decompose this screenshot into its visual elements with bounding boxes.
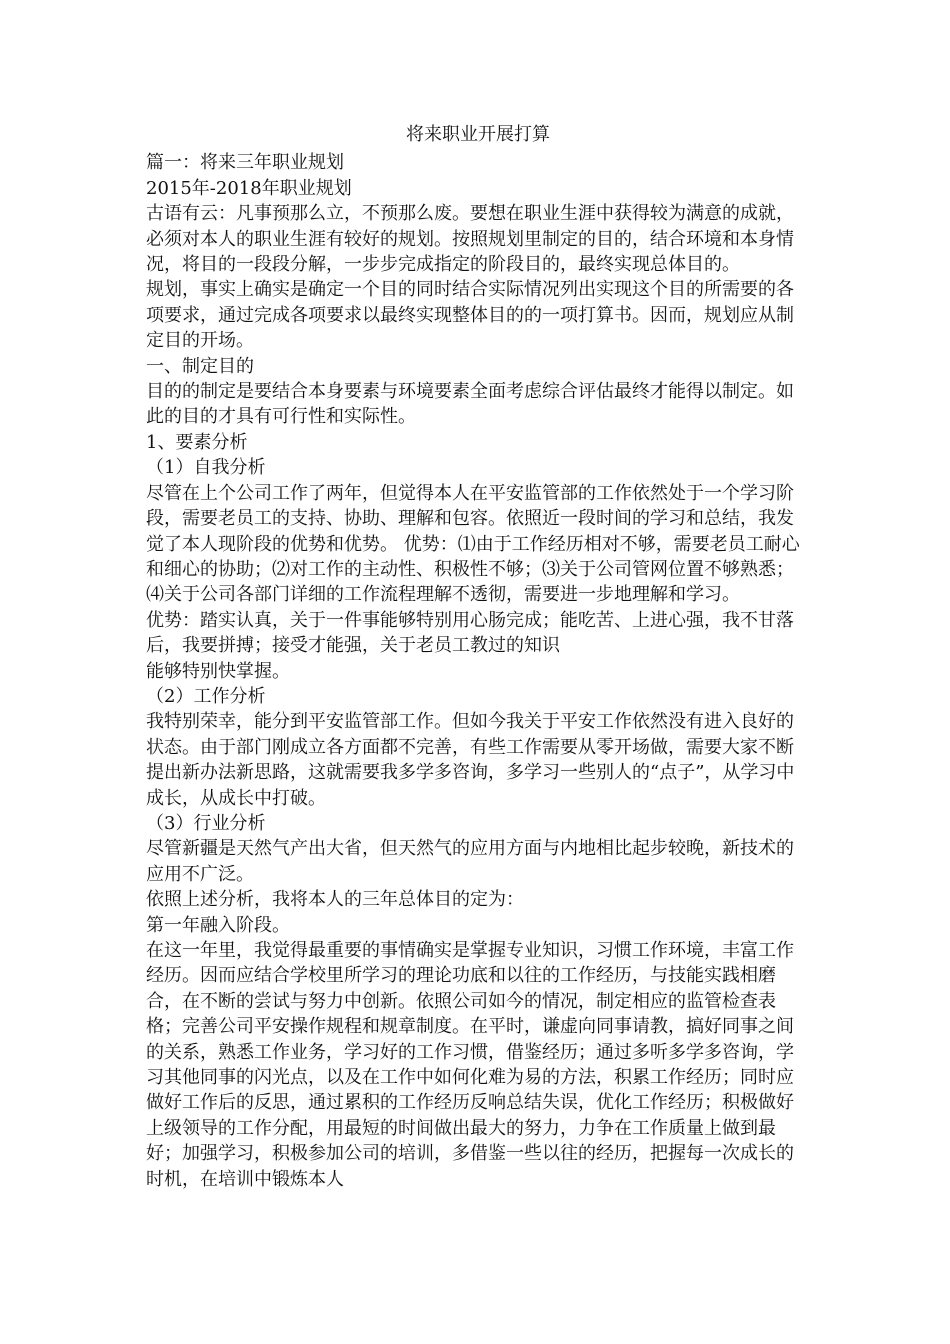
document-body [146,122,810,1192]
subsection-heading: （2）工作分析 [146,685,266,707]
subtitle-line: 篇一：将来三年职业规划 [146,152,344,174]
phase-heading: 第一年融入阶段。 [146,914,290,936]
body-paragraph: 能够特别快掌握。 [146,660,290,682]
body-paragraph: 规划，事实上确实是确定一个目的同时结合实际情况列出实现这个目的所需要的各项要求，通过完成各项要求以最终实现整体目的的一项打算书。因而，规划应从制定目的开场。 [146,279,794,352]
body-paragraph: 目的的制定是要结合本身要素与环境要素全面考虑综合评估最终才能得以制定。如此的目的才具有可行性和实际性。 [146,381,794,428]
section-heading: 一、制定目的 [146,355,254,377]
body-paragraph: 依照上述分析，我将本人的三年总体目的定为： [146,889,524,911]
document-title: 将来职业开展打算 [406,124,550,145]
subsection-heading: 1、要素分析 [146,431,248,453]
subsection-heading: （3）行业分析 [146,812,266,834]
body-paragraph: 古语有云：凡事预那么立，不预那么废。要想在职业生涯中获得较为满意的成就，必须对本人的职业生涯有较好的规划。按照规划里制定的目的，结合环境和本身情况，将目的一段段分解，一步步完成指定的阶段目的，最终实现总体目的。 [146,203,794,276]
body-paragraph: 我特别荣幸，能分到平安监管部工作。但如今我关于平安工作依然没有进入良好的状态。由于部门刚成立各方面都不完善，有些工作需要从零开场做，需要大家不断提出新办法新思路，这就需要我多学多咨询，多学习一些别人的“点子”，从学习中成长，从成长中打破。 [146,711,795,809]
body-paragraph: 优势：踏实认真，关于一件事能够特别用心肠完成；能吃苦、上进心强，我不甘落后，我要拼搏；接受才能强，关于老员工教过的知识 [146,609,794,657]
date-range-line: 2015年-2018年职业规划 [146,177,352,199]
body-paragraph: 尽管在上个公司工作了两年，但觉得本人在平安监管部的工作依然处于一个学习阶段，需要老员工的支持、协助、理解和包容。依照近一段时间的学习和总结，我发觉了本人现阶段的优势和优势。 优势：⑴由于工作经历相对不够，需要老员工耐心和细心的协助；⑵对工作的主动性、积极性不够；⑶关于公司管网位置不够熟悉；⑷关于公司各部门详细的工作流程理解不透彻，需要进一步地理解和学习。 [146,482,800,606]
body-paragraph: 在这一年里，我觉得最重要的事情确实是掌握专业知识，习惯工作环境，丰富工作经历。因而应结合学校里所学习的理论功底和以往的工作经历，与技能实践相磨合，在不断的尝试与努力中创新。依照公司如今的情况，制定相应的监管检查表格；完善公司平安操作规程和规章制度。在平时，谦虚向同事请教，搞好同事之间的关系，熟悉工作业务，学习好的工作习惯，借鉴经历；通过多听多学多咨询，学习其他同事的闪光点，以及在工作中如何化难为易的方法，积累工作经历；同时应做好工作后的反思，通过累积的工作经历反响总结失误，优化工作经历；积极做好上级领导的工作分配，用最短的时间做出最大的努力，力争在工作质量上做到最好；加强学习，积极参加公司的培训，多借鉴一些以往的经历，把握每一次成长的时机，在培训中锻炼本人 [146,940,794,1190]
subsection-heading: （1）自我分析 [146,457,266,479]
body-paragraph: 尽管新疆是天然气产出大省，但天然气的应用方面与内地相比起步较晚，新技术的应用不广泛。 [146,838,794,885]
